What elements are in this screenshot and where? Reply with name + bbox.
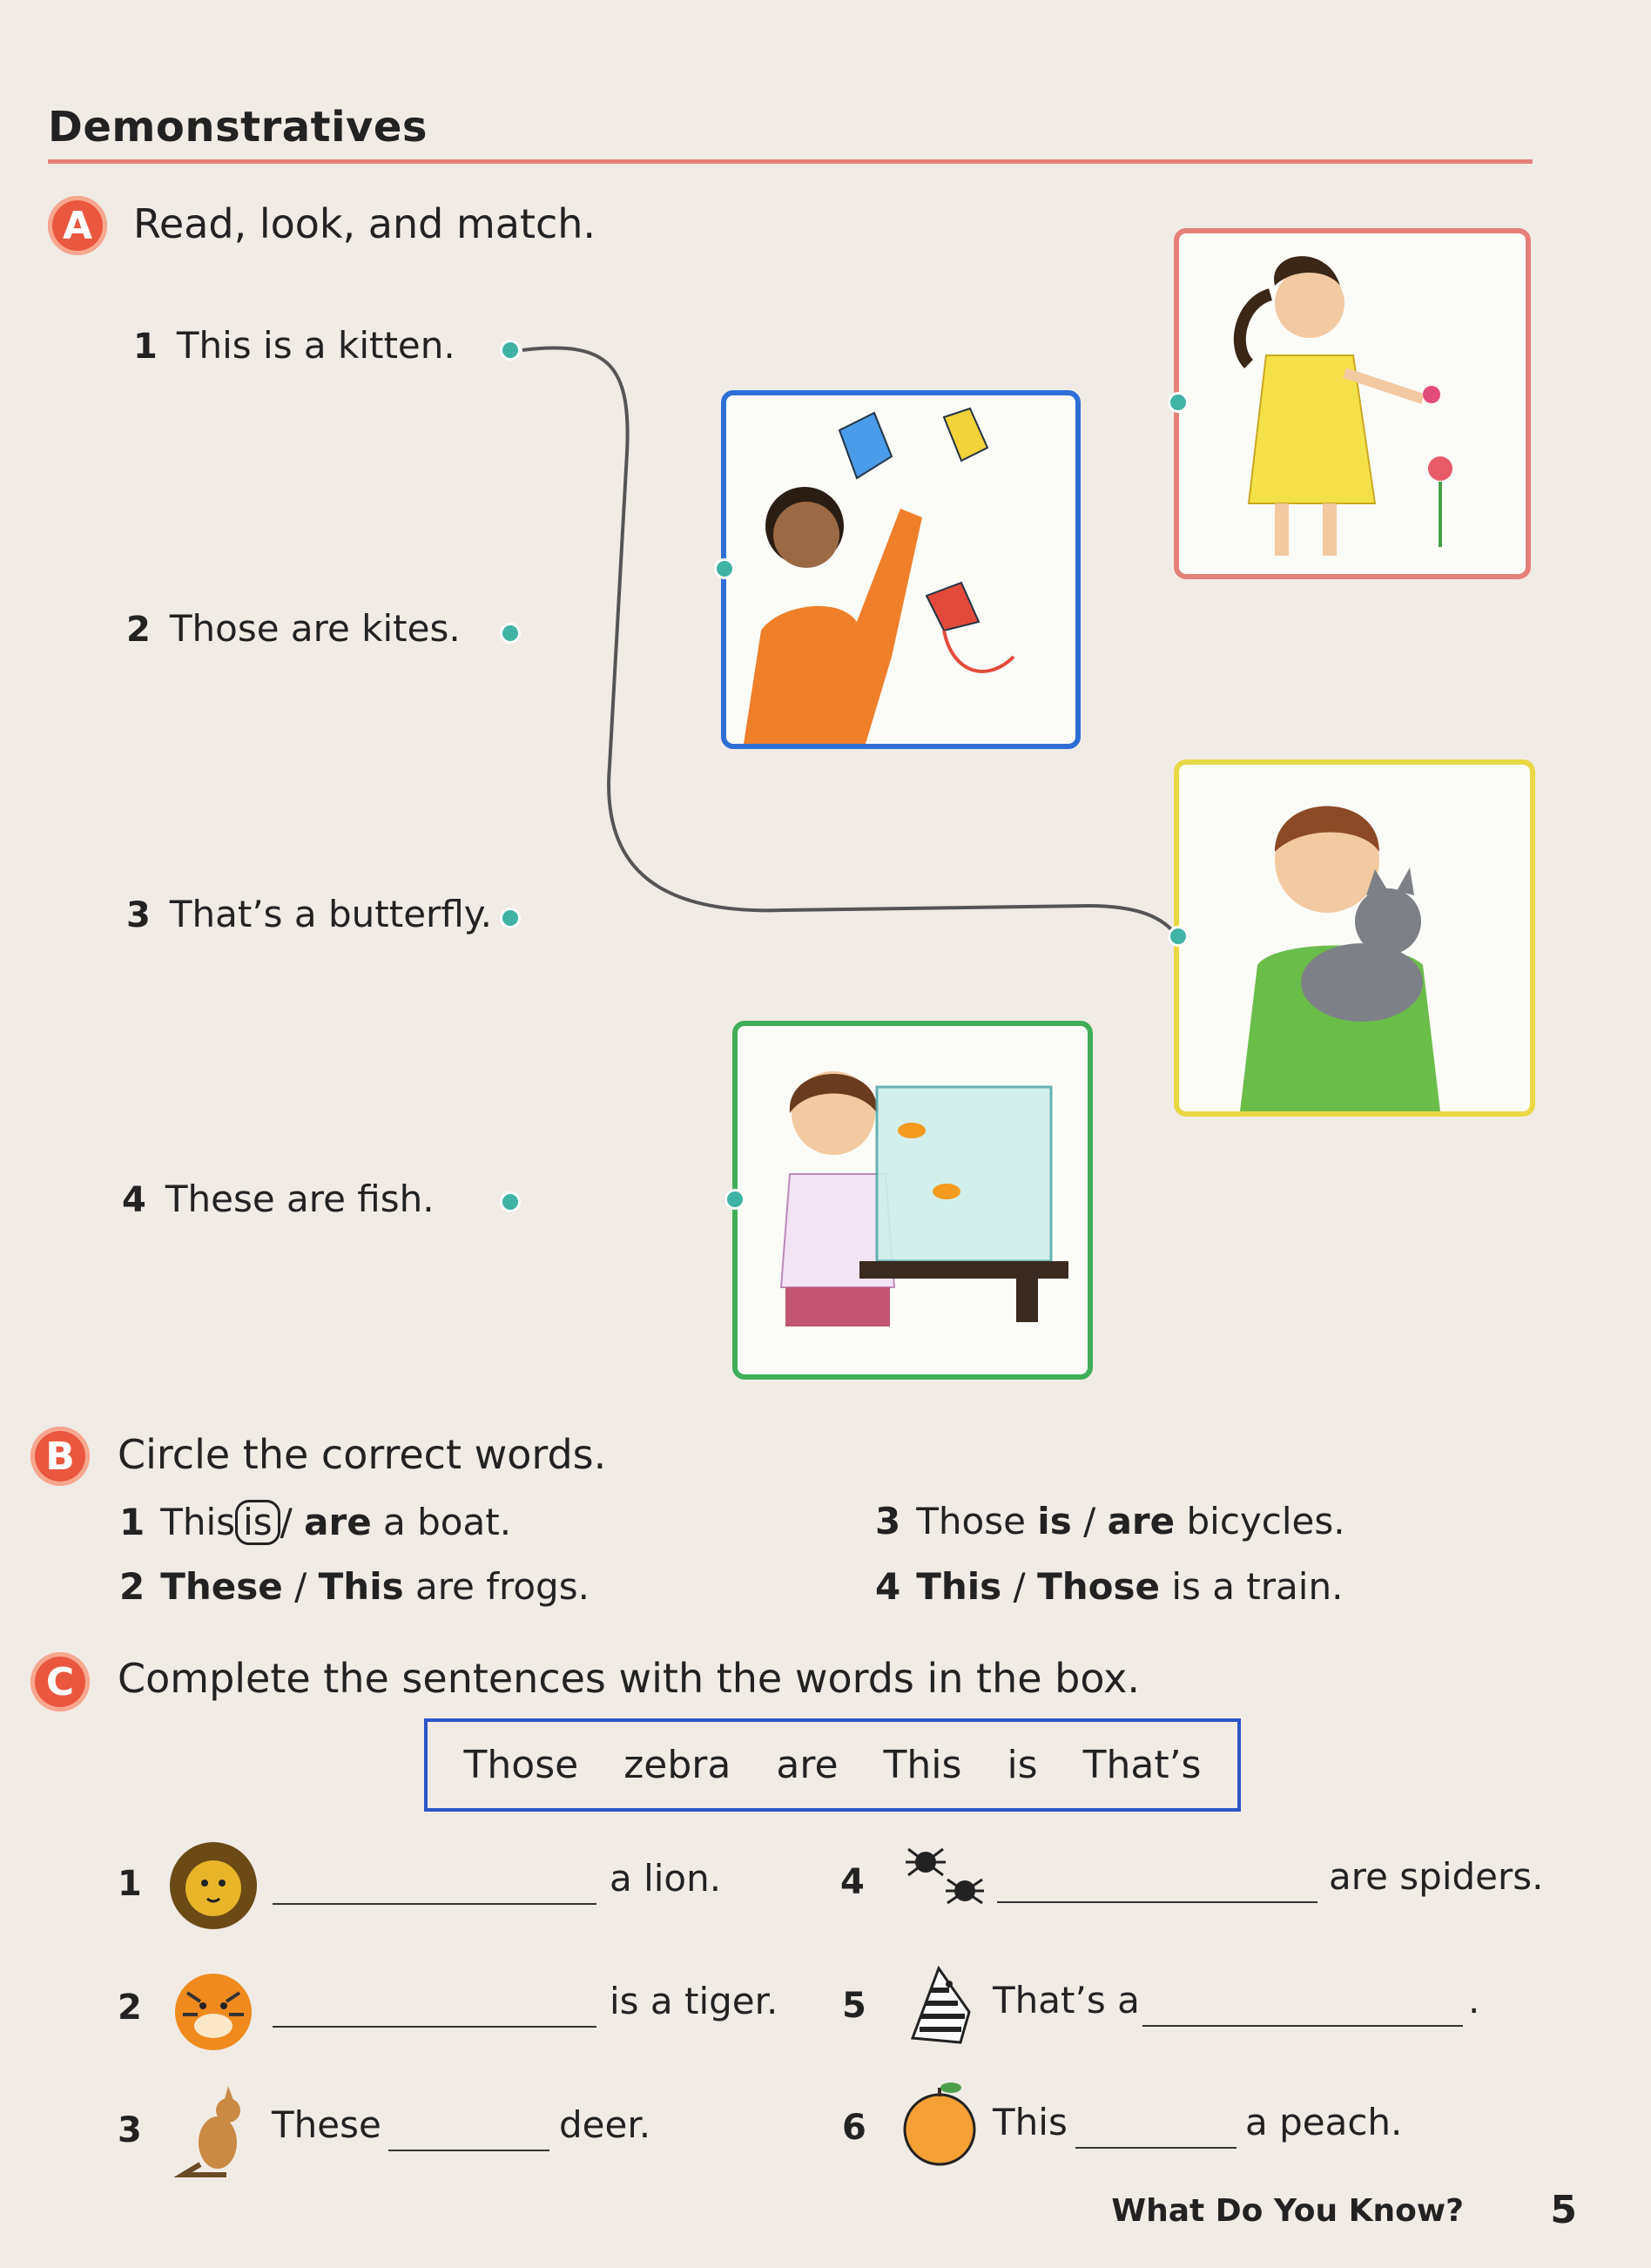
item-number: 2 — [126, 610, 151, 650]
picture-fish — [732, 1021, 1093, 1380]
sentence-end: a boat. — [383, 1501, 512, 1543]
item-text: That’s a butterfly. — [169, 893, 492, 935]
sentence-start: This — [160, 1501, 236, 1543]
girl-fish-image — [738, 1026, 1088, 1374]
c-item-4-text: are spiders. — [1329, 1855, 1544, 1898]
circle-item-3 — [875, 1500, 1345, 1542]
answer-blank-3[interactable] — [388, 2138, 549, 2155]
match-dot-right-kitten[interactable] — [1168, 926, 1189, 947]
picture-butterfly — [1174, 228, 1531, 579]
zebra-icon — [895, 1960, 982, 2047]
word-box-word: zebra — [623, 1743, 731, 1787]
separator: / — [294, 1565, 307, 1608]
item-text: Those are kites. — [169, 607, 461, 650]
c-item-number: 5 — [842, 1986, 866, 2026]
match-dot-left-4[interactable] — [500, 1191, 521, 1212]
c-item-number: 1 — [118, 1864, 142, 1904]
match-dot-right-butterfly[interactable] — [1168, 392, 1189, 413]
c-item-6-after: a peach. — [1245, 2101, 1403, 2143]
lion-icon — [165, 1838, 261, 1934]
kangaroo-icon — [174, 2086, 261, 2177]
c-item-2-text: is a tiger. — [610, 1980, 778, 2022]
tiger-icon — [170, 1967, 257, 2054]
sentence-start: Those — [916, 1500, 1026, 1542]
c-item-number: 4 — [840, 1862, 865, 1902]
word-box-word: That’s — [1082, 1743, 1202, 1787]
match-item-4 — [122, 1178, 435, 1220]
word-box-word: are — [776, 1743, 839, 1787]
page-number: 5 — [1550, 2188, 1577, 2232]
peach-icon — [899, 2077, 981, 2169]
boy-kitten-image — [1179, 765, 1530, 1111]
option-are[interactable]: are — [1107, 1500, 1176, 1542]
circle-sentence — [160, 1565, 590, 1608]
c-item-number: 3 — [118, 2110, 142, 2150]
c-item-5-after: . — [1468, 1979, 1480, 2022]
section-a-badge: A — [48, 196, 107, 255]
c-item-3-before: These — [272, 2103, 381, 2146]
circle-sentence — [160, 1500, 511, 1545]
section-c-badge: C — [30, 1652, 90, 1711]
option-this[interactable]: This — [916, 1565, 1002, 1608]
c-item-number: 6 — [842, 2108, 866, 2148]
item-text: These are fish. — [165, 1178, 435, 1220]
option-are[interactable]: are — [304, 1501, 372, 1543]
answer-blank-5[interactable] — [1142, 2014, 1463, 2030]
boy-with-kites-image — [726, 395, 1075, 744]
word-box-word: This — [883, 1743, 962, 1787]
separator: / — [1083, 1500, 1096, 1542]
item-number: 3 — [875, 1500, 901, 1542]
section-b-instruction: Circle the correct words. — [118, 1431, 607, 1478]
page-title: Demonstratives — [48, 103, 428, 152]
word-box-word: is — [1007, 1743, 1038, 1787]
c-item-number: 2 — [118, 1988, 142, 2028]
c-item-3-after: deer. — [559, 2103, 651, 2146]
option-is[interactable]: is — [1037, 1500, 1072, 1542]
item-number: 4 — [875, 1565, 901, 1608]
answer-blank-6[interactable] — [1075, 2136, 1237, 2152]
picture-kitten — [1174, 759, 1535, 1117]
spiders-icon — [895, 1832, 995, 1919]
c-item-1-text: a lion. — [610, 1857, 722, 1900]
circle-item-2 — [119, 1565, 590, 1608]
sentence-end: are frogs. — [414, 1565, 590, 1608]
section-c-instruction: Complete the sentences with the words in the box. — [118, 1655, 1140, 1702]
circle-sentence — [916, 1565, 1343, 1608]
match-dot-right-kites[interactable] — [714, 558, 735, 579]
answer-blank-2[interactable] — [273, 2015, 596, 2031]
item-number: 3 — [126, 895, 151, 935]
item-text: This is a kitten. — [176, 324, 455, 367]
separator: / — [280, 1501, 293, 1543]
item-number: 1 — [119, 1501, 145, 1543]
separator: / — [1013, 1565, 1026, 1608]
circle-item-1 — [119, 1500, 511, 1545]
sentence-end: is a train. — [1171, 1565, 1344, 1608]
option-those[interactable]: Those — [1037, 1565, 1160, 1608]
section-a-instruction: Read, look, and match. — [133, 200, 596, 247]
picture-kites — [721, 390, 1081, 749]
footer-text: What Do You Know? — [1111, 2193, 1464, 2229]
option-this[interactable]: This — [318, 1565, 404, 1608]
sentence-end: bicycles. — [1186, 1500, 1345, 1542]
word-box — [424, 1718, 1241, 1812]
circle-item-4 — [875, 1565, 1343, 1608]
item-number: 2 — [119, 1565, 145, 1608]
c-item-5-before: That’s a — [993, 1979, 1140, 2022]
answer-blank-1[interactable] — [273, 1892, 596, 1908]
circle-sentence — [916, 1500, 1344, 1542]
girl-butterfly-image — [1179, 233, 1526, 574]
option-is[interactable]: is — [235, 1500, 280, 1545]
c-item-6-before: This — [993, 2101, 1068, 2143]
match-dot-right-fish[interactable] — [724, 1189, 745, 1210]
answer-blank-4[interactable] — [997, 1890, 1317, 1907]
item-number: 4 — [122, 1180, 146, 1220]
section-b-badge: B — [30, 1427, 90, 1486]
option-these[interactable]: These — [160, 1565, 283, 1608]
item-number: 1 — [133, 327, 158, 367]
word-box-word: Those — [463, 1743, 579, 1787]
